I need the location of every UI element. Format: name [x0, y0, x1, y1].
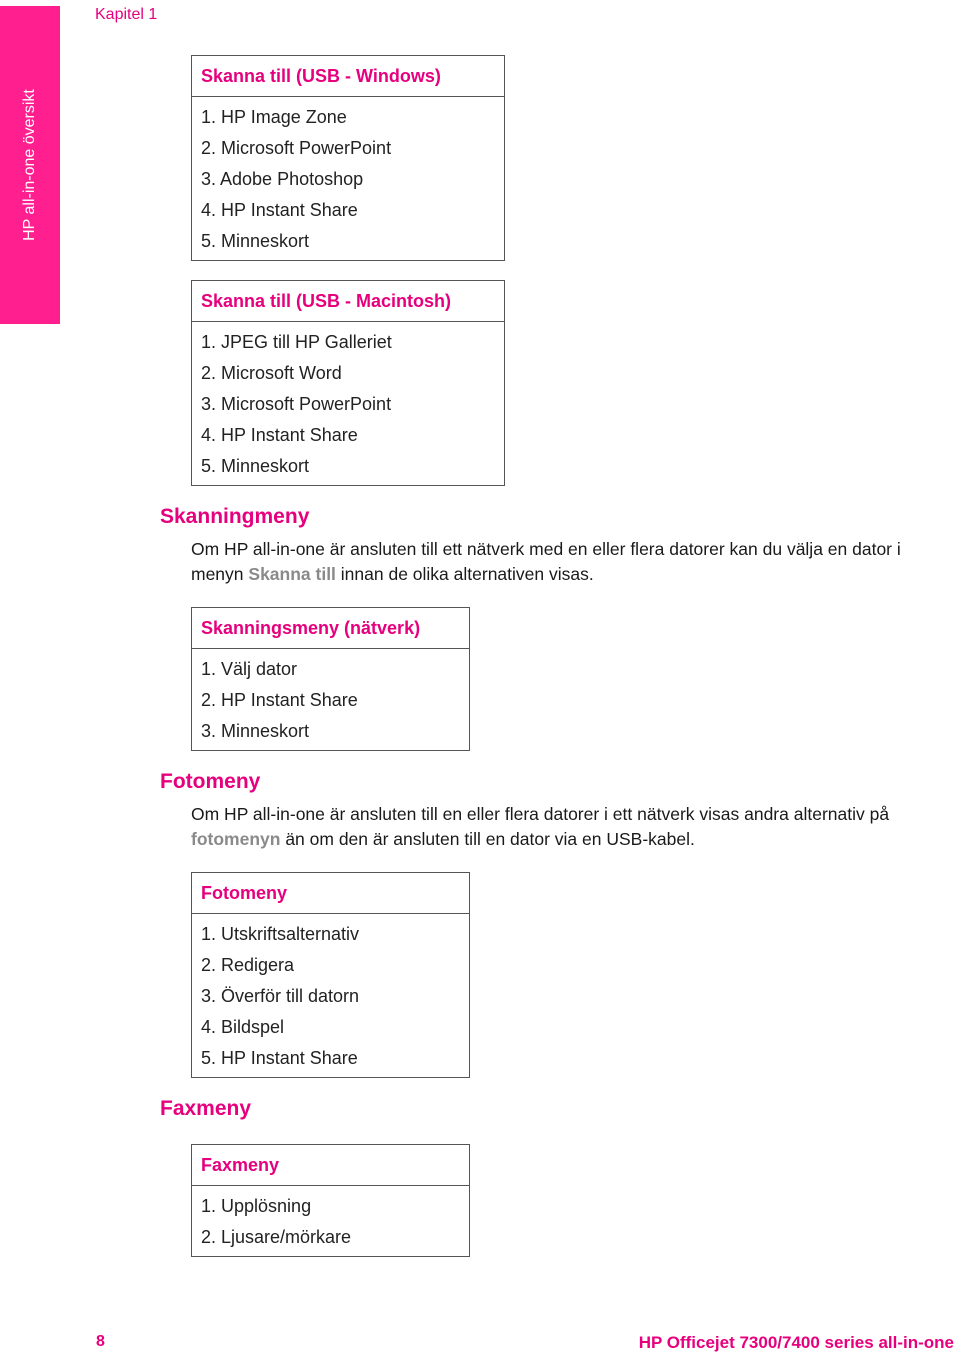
table-header: Fotomeny [192, 873, 469, 914]
menu-item: 3. Adobe Photoshop [201, 169, 364, 189]
menu-item: 1. HP Image Zone [201, 107, 347, 127]
scan-network-table [191, 607, 470, 751]
table-header: Faxmeny [192, 1145, 469, 1186]
menu-reference: Skanna till [248, 564, 336, 584]
menu-item: 1. Upplösning [201, 1196, 312, 1216]
table-header: Skanna till (USB - Windows) [192, 56, 504, 97]
menu-item: 1. Välj dator [201, 659, 298, 679]
menu-item: 5. HP Instant Share [201, 1048, 358, 1068]
menu-item: 3. Minneskort [201, 721, 310, 741]
para-text: än om den är ansluten till en dator via en USB-kabel. [280, 829, 695, 849]
scan-menu-paragraph [191, 537, 951, 587]
para-text: innan de olika alternativen visas. [335, 564, 594, 584]
menu-reference: fotomenyn [191, 829, 281, 849]
menu-item: 5. Minneskort [201, 231, 310, 251]
photo-menu-paragraph [191, 802, 951, 852]
para-text: Om HP all-in-one är ansluten till en eller flera datorer i ett nätverk visas andra alternativ på [191, 804, 890, 824]
section-heading-scan-menu: Skanningmeny [160, 505, 310, 528]
scan-usb-mac-table [191, 280, 505, 486]
menu-item: 2. Microsoft Word [201, 363, 342, 383]
menu-item: 2. Ljusare/mörkare [201, 1227, 352, 1247]
section-heading-photo-menu: Fotomeny [160, 770, 261, 793]
side-tab-label: HP all-in-one översikt [21, 89, 38, 241]
side-tab [0, 6, 60, 324]
fax-menu-table [191, 1144, 470, 1257]
table-header: Skanna till (USB - Macintosh) [192, 281, 504, 322]
menu-item: 3. Microsoft PowerPoint [201, 394, 392, 414]
menu-item: 2. Microsoft PowerPoint [201, 138, 392, 158]
table-header: Skanningsmeny (nätverk) [192, 608, 469, 649]
footer-title: HP Officejet 7300/7400 series all-in-one [638, 1333, 954, 1352]
section-heading-fax-menu: Faxmeny [160, 1097, 252, 1120]
menu-item: 2. HP Instant Share [201, 690, 358, 710]
chapter-label: Kapitel 1 [95, 6, 158, 23]
menu-item: 1. JPEG till HP Galleriet [201, 332, 392, 352]
scan-usb-windows-table [191, 55, 505, 261]
menu-item: 4. HP Instant Share [201, 200, 358, 220]
menu-item: 2. Redigera [201, 955, 295, 975]
menu-item: 1. Utskriftsalternativ [201, 924, 360, 944]
para-text: Om HP all-in-one är ansluten till ett nätverk med en eller flera datorer kan du välja en dator i menyn [191, 539, 901, 584]
menu-item: 4. Bildspel [201, 1017, 285, 1037]
photo-menu-table [191, 872, 470, 1078]
menu-item: 4. HP Instant Share [201, 425, 358, 445]
menu-item: 5. Minneskort [201, 456, 310, 476]
menu-item: 3. Överför till datorn [201, 986, 360, 1006]
page-number: 8 [96, 1333, 105, 1350]
